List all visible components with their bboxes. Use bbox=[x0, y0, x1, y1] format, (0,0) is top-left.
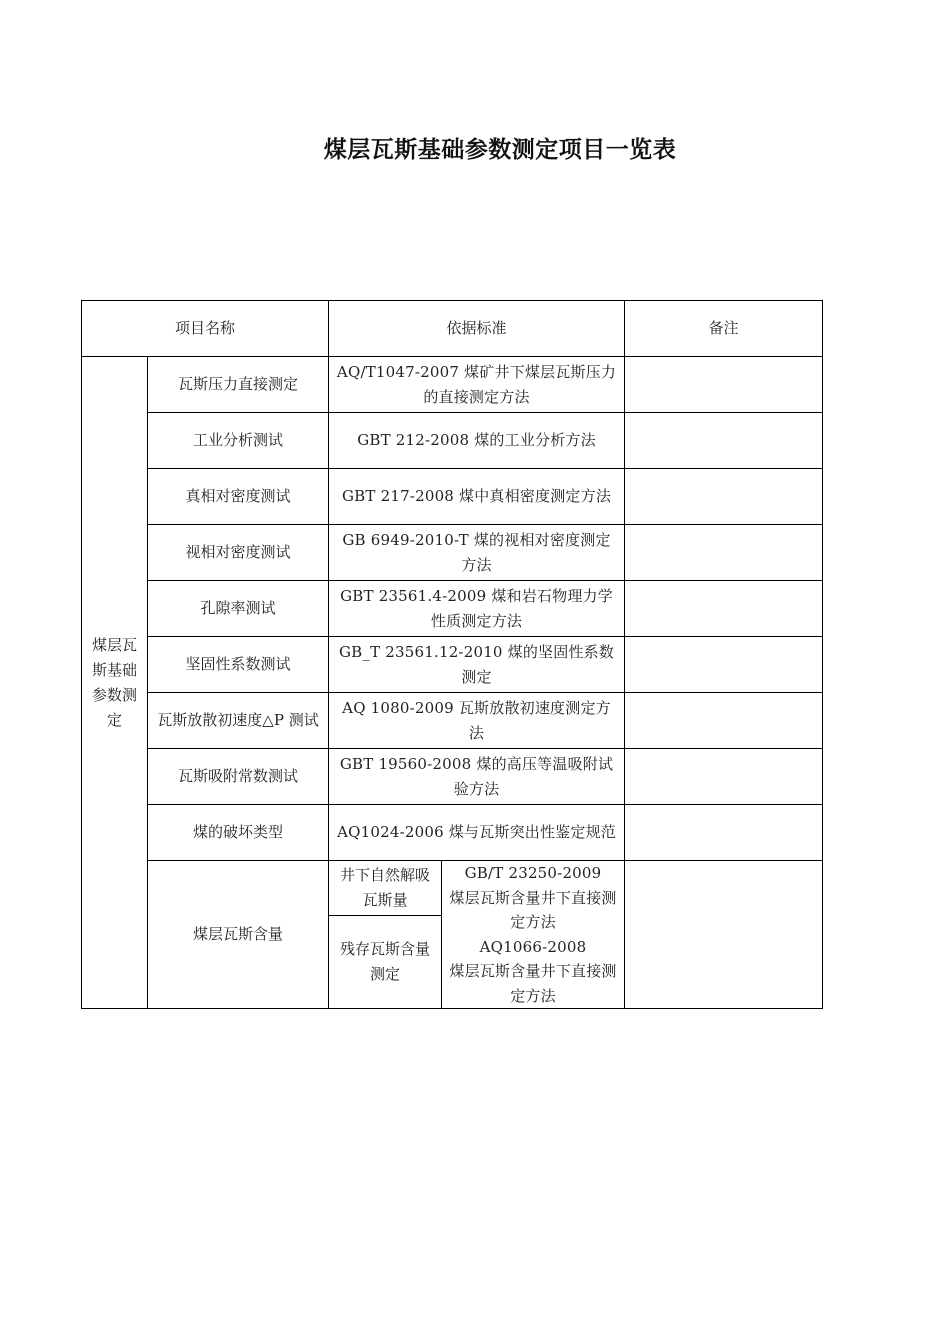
standard-text: GBT 212-2008 煤的工业分析方法 bbox=[329, 413, 625, 469]
table-row-gas-content bbox=[82, 861, 823, 916]
table-row bbox=[82, 581, 823, 637]
sub-item-name: 残存瓦斯含量测定 bbox=[329, 916, 442, 1009]
group-label: 煤层瓦斯基础参数测定 bbox=[82, 357, 148, 1009]
standard-text: AQ1024-2006 煤与瓦斯突出性鉴定规范 bbox=[329, 805, 625, 861]
item-name: 煤的破坏类型 bbox=[148, 805, 329, 861]
header-note: 备注 bbox=[625, 301, 823, 357]
standard-line: AQ1066-2008 bbox=[479, 937, 587, 956]
table-row bbox=[82, 525, 823, 581]
item-name: 瓦斯压力直接测定 bbox=[148, 357, 329, 413]
note-cell bbox=[625, 693, 823, 749]
table-row bbox=[82, 357, 823, 413]
note-cell bbox=[625, 413, 823, 469]
page-title: 煤层瓦斯基础参数测定项目一览表 bbox=[323, 136, 677, 163]
table-row bbox=[82, 693, 823, 749]
table-row bbox=[82, 805, 823, 861]
item-name: 视相对密度测试 bbox=[148, 525, 329, 581]
table-header-row bbox=[82, 301, 823, 357]
table-row bbox=[82, 413, 823, 469]
table-row bbox=[82, 469, 823, 525]
note-cell bbox=[625, 749, 823, 805]
item-name: 坚固性系数测试 bbox=[148, 637, 329, 693]
standard-text: GBT 217-2008 煤中真相密度测定方法 bbox=[329, 469, 625, 525]
standard-text: AQ 1080-2009 瓦斯放散初速度测定方法 bbox=[329, 693, 625, 749]
note-cell bbox=[625, 357, 823, 413]
standard-line: 煤层瓦斯含量井下直接测定方法 bbox=[449, 888, 617, 931]
header-standard: 依据标准 bbox=[329, 301, 625, 357]
table-row bbox=[82, 637, 823, 693]
item-name: 工业分析测试 bbox=[148, 413, 329, 469]
note-cell bbox=[625, 637, 823, 693]
item-name: 瓦斯吸附常数测试 bbox=[148, 749, 329, 805]
note-cell bbox=[625, 805, 823, 861]
item-name: 煤层瓦斯含量 bbox=[148, 861, 329, 1009]
header-item-name: 项目名称 bbox=[82, 301, 329, 357]
standard-text: GB 6949-2010-T 煤的视相对密度测定方法 bbox=[329, 525, 625, 581]
parameter-table bbox=[81, 300, 823, 1009]
note-cell bbox=[625, 525, 823, 581]
sub-item-name: 井下自然解吸瓦斯量 bbox=[329, 861, 442, 916]
standard-text bbox=[442, 861, 625, 1009]
standard-text: AQ/T1047-2007 煤矿井下煤层瓦斯压力的直接测定方法 bbox=[329, 357, 625, 413]
standard-line: 煤层瓦斯含量井下直接测定方法 bbox=[449, 962, 617, 1005]
standard-text: GB_T 23561.12-2010 煤的坚固性系数测定 bbox=[329, 637, 625, 693]
standard-text: GBT 23561.4-2009 煤和岩石物理力学性质测定方法 bbox=[329, 581, 625, 637]
item-name: 瓦斯放散初速度△P 测试 bbox=[148, 693, 329, 749]
note-cell bbox=[625, 581, 823, 637]
note-cell bbox=[625, 861, 823, 1009]
table-row bbox=[82, 749, 823, 805]
item-name: 孔隙率测试 bbox=[148, 581, 329, 637]
standard-text: GBT 19560-2008 煤的高压等温吸附试验方法 bbox=[329, 749, 625, 805]
note-cell bbox=[625, 469, 823, 525]
standard-line: GB/T 23250-2009 bbox=[464, 864, 602, 882]
item-name: 真相对密度测试 bbox=[148, 469, 329, 525]
